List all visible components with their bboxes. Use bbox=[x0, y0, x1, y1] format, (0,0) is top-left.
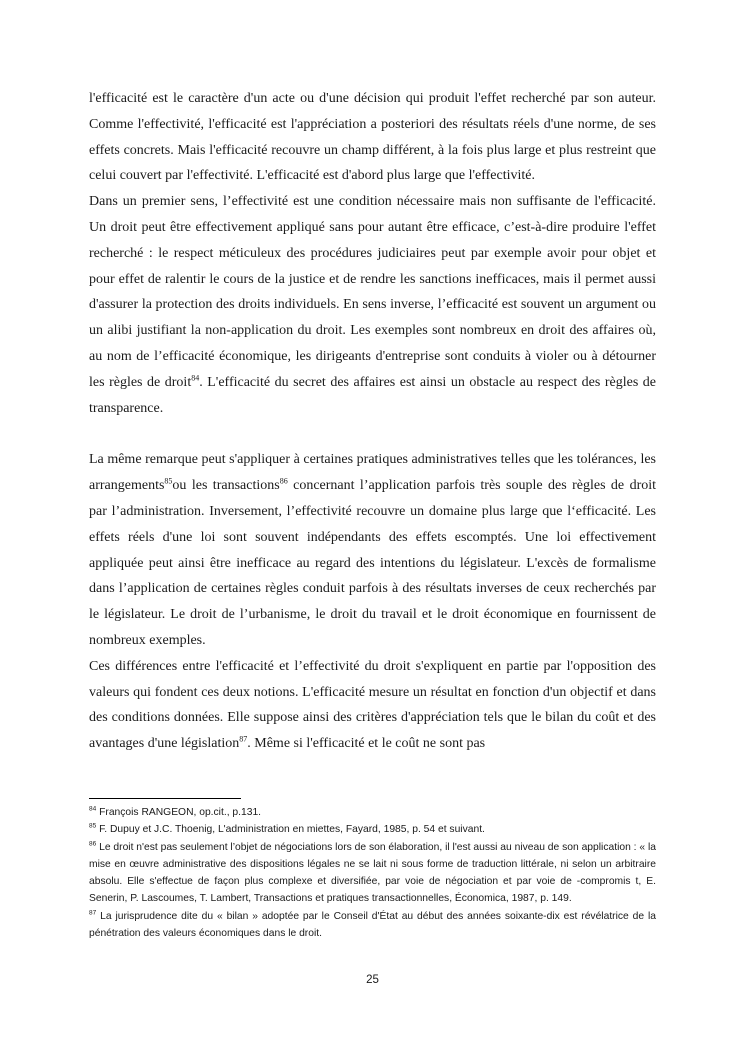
footnote-84: $^{84}$ François RANGEON, op.cit., p.131. bbox=[89, 805, 262, 818]
footnote-ref-85[interactable]: 85 bbox=[164, 476, 173, 486]
paragraph-2: Dans un premier sens, l’effectivité est une condition nécessaire mais non suffisante de l'efficacité. Un droit peut être effectivement appliqué sans pour autant être efficace, c’est-à-dire produire l'effet recherché : le respect méticuleux des procédures judiciaires peut par exemple avoir pour objet et pour effet de ralentir le cours de la justice et de rendre les sanctions inefficaces, mais il permet aussi d'assurer la protection des droits individuels. En sens inverse, l’efficacité est souvent un argument ou un alibi justifiant la non-application du droit. Les exemples sont nombreux en droit des affaires où, au nom de l’efficacité économique, les dirigeants d'entreprise sont conduits à violer ou à détourner les règles de droit$^{84}$. L'efficacité du secret des affaires est ainsi un obstacle au respect des règles de transparence. bbox=[89, 194, 657, 416]
paragraph-1: l'efficacité est le caractère d'un acte ou d'une décision qui produit l'effet recherché par son auteur. Comme l'effectivité, l'efficacité est l'appréciation a posteriori des résultats réels d'une norme, de ses effets concrets. Mais l'efficacité recouvre un champ différent, à la fois plus large et plus restreint que celui couvert par l'effectivité. L'efficacité est d'abord plus large que l'effectivité. bbox=[89, 91, 656, 184]
main-text bbox=[89, 86, 656, 757]
footnote-separator bbox=[89, 798, 241, 799]
footnote-85: $^{85}$ F. Dupuy et J.C. Thoenig, L'administration en miettes, Fayard, 1985, p. 54 et suivant. bbox=[89, 822, 485, 836]
paragraph-4: Ces différences entre l'efficacité et l’effectivité du droit s'expliquent en partie par l'opposition des valeurs qui fondent ces deux notions. L'efficacité mesure un résultat en fonction d'un objectif et dans des conditions données. Elle suppose ainsi des critères d'appréciation tels que le bilan du coût et des avantages d'une législation$^{87}$. Même si l'efficacité et le coût ne sont pas bbox=[89, 658, 656, 752]
page-number: 25 bbox=[366, 974, 379, 986]
footnotes bbox=[89, 804, 656, 942]
footnote-86: $^{86}$ Le droit n'est pas seulement l’objet de négociations lors de son élaboration, il l'est aussi au niveau de son application : « la mise en œuvre administrative des dispositions légales ne se lait ni sous forme de traduction littérale, ni selon un arbitraire absolu. Elle s'effectue de façon plus complexe et diversifiée, par voie de négociation et par voie de -compromis t, E. Senerin, P. Lascoumes, T. Lambert, Transactions et pratiques transactionnelles, Économica, 1987, p. 149. bbox=[89, 840, 656, 905]
footnote-ref-86[interactable]: 86 bbox=[279, 476, 288, 486]
paragraph-gap bbox=[89, 421, 656, 447]
footnote-ref-84[interactable]: 84 bbox=[191, 373, 200, 383]
footnote-87: $^{87}$ La jurisprudence dite du « bilan » adoptée par le Conseil d'État au début des années soixante-dix est révélatrice de la pénétration des valeurs économiques dans le droit. bbox=[89, 909, 656, 940]
paragraph-3: La même remarque peut s'appliquer à certaines pratiques administratives telles que les tolérances, les arrangements$^{85}$ou les transactions$^{86}$ concernant l’application parfois très souple des règles de droit par l’administration. Inversement, l’effectivité recouvre un domaine plus large que l‘efficacité. Les effets réels d'une loi sont souvent indépendants des effets escomptés. Une loi effectivement appliquée peut ainsi être inefficace au regard des intentions du législateur. L'excès de formalisme dans l’application de certaines règles conduit parfois à des résultats inverses de ceux recherchés par le législateur. Le droit de l’urbanisme, le droit du travail et le droit économique en fournissent de nombreux exemples. bbox=[89, 452, 657, 648]
footnote-ref-87[interactable]: 87 bbox=[239, 734, 248, 744]
